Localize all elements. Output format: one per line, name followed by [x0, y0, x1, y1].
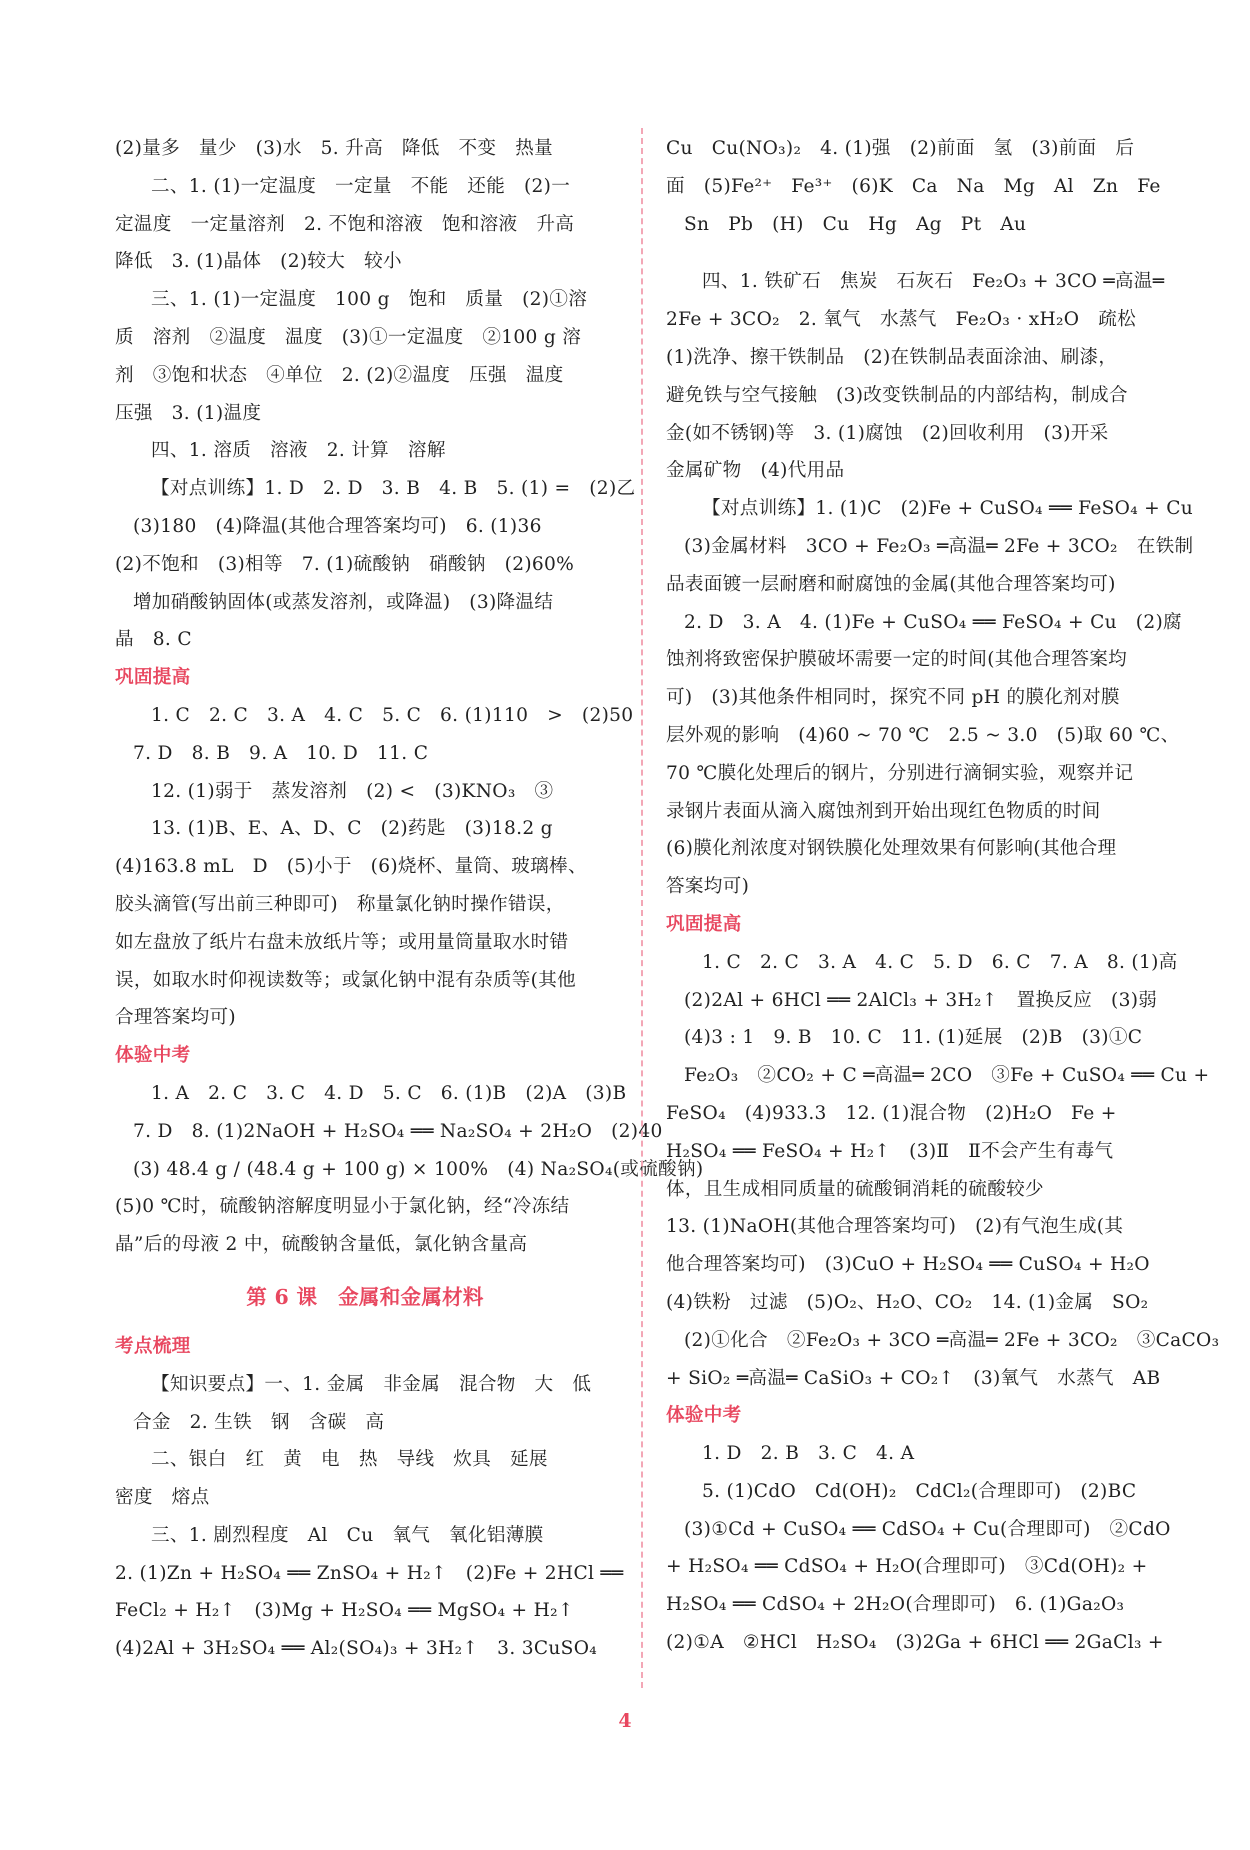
answer-line: (6)膜化剂浓度对钢铁膜化处理效果有何影响(其他合理	[666, 838, 1117, 860]
answer-line: 金(如不锈钢)等 3. (1)腐蚀 (2)回收利用 (3)开采	[666, 422, 1109, 444]
answer-line: FeSO₄ (4)933.3 12. (1)混合物 (2)H₂O Fe +	[666, 1102, 1117, 1124]
answer-line: (3)金属材料 3CO + Fe₂O₃ ═高温═ 2Fe + 3CO₂ 在铁制	[684, 535, 1194, 557]
answer-line: 1. C 2. C 3. A 4. C 5. D 6. C 7. A 8. (1)高	[702, 951, 1178, 973]
answer-line: 2. D 3. A 4. (1)Fe + CuSO₄ ══ FeSO₄ + Cu (2)腐	[684, 611, 1182, 633]
answer-line: 12. (1)弱于 蒸发溶剂 (2) < (3)KNO₃ ③	[151, 780, 554, 802]
answer-line: 合金 2. 生铁 钢 含碳 高	[133, 1411, 385, 1433]
answer-line: Sn Pb (H) Cu Hg Ag Pt Au	[684, 213, 1027, 235]
answer-line: 面 (5)Fe²⁺ Fe³⁺ (6)K Ca Na Mg Al Zn Fe	[666, 175, 1161, 197]
answer-line: 1. A 2. C 3. C 4. D 5. C 6. (1)B (2)A (3)B	[151, 1082, 627, 1104]
right-column	[666, 130, 1220, 1662]
answer-line: 质 溶剂 ②温度 温度 (3)①一定温度 ②100 g 溶	[115, 326, 582, 348]
answer-line: (4)163.8 mL D (5)小于 (6)烧杯、量筒、玻璃棒、	[115, 856, 587, 878]
column-divider	[641, 128, 643, 1688]
answer-line: 7. D 8. B 9. A 10. D 11. C	[133, 742, 429, 764]
answer-line: (3)①Cd + CuSO₄ ══ CdSO₄ + Cu(合理即可) ②CdO	[684, 1518, 1171, 1540]
answer-line: 他合理答案均可) (3)CuO + H₂SO₄ ══ CuSO₄ + H₂O	[666, 1254, 1150, 1276]
answer-line: 压强 3. (1)温度	[115, 402, 262, 424]
answer-line: 误，如取水时仰视读数等；或氯化钠中混有杂质等(其他	[115, 969, 577, 991]
answer-line: 金属矿物 (4)代用品	[666, 460, 845, 482]
answer-line: 7. D 8. (1)2NaOH + H₂SO₄ ══ Na₂SO₄ + 2H₂O (2)40	[133, 1120, 663, 1142]
answer-line: (2)量多 量少 (3)水 5. 升高 降低 不变 热量	[115, 138, 554, 159]
answer-line: 降低 3. (1)晶体 (2)较大 较小	[115, 251, 402, 273]
section-heading: 体验中考	[666, 1405, 742, 1427]
answer-line: (3) 48.4 g / (48.4 g + 100 g) × 100% (4) Na₂SO₄(或硫酸钠)	[133, 1158, 704, 1180]
answer-line: 剂 ③饱和状态 ④单位 2. (2)②温度 压强 温度	[115, 364, 564, 386]
answer-line: (5)0 ℃时，硫酸钠溶解度明显小于氯化钠，经“冷冻结	[115, 1196, 570, 1218]
answer-line: 【对点训练】1. (1)C (2)Fe + CuSO₄ ══ FeSO₄ + Cu	[702, 498, 1194, 520]
answer-line: 5. (1)CdO Cd(OH)₂ CdCl₂(合理即可) (2)BC	[702, 1480, 1137, 1502]
lesson-title: 第 6 课 金属和金属材料	[246, 1284, 484, 1309]
answer-line: + H₂SO₄ ══ CdSO₄ + H₂O(合理即可) ③Cd(OH)₂ +	[666, 1556, 1148, 1578]
answer-line: 四、1. 铁矿石 焦炭 石灰石 Fe₂O₃ + 3CO ═高温═	[702, 271, 1165, 293]
answer-line: 密度 熔点	[115, 1487, 210, 1509]
page-number: 4	[618, 1710, 632, 1732]
answer-line: 三、1. 剧烈程度 Al Cu 氧气 氧化铝薄膜	[151, 1524, 544, 1546]
answer-line: Fe₂O₃ ②CO₂ + C ═高温═ 2CO ③Fe + CuSO₄ ══ Cu +	[684, 1065, 1210, 1087]
answer-line: 2. (1)Zn + H₂SO₄ ══ ZnSO₄ + H₂↑ (2)Fe + 2HCl ══	[115, 1562, 624, 1584]
answer-line: 70 ℃膜化处理后的钢片，分别进行滴铜实验，观察并记	[666, 762, 1134, 784]
answer-line: 二、1. (1)一定温度 一定量 不能 还能 (2)一	[151, 175, 571, 197]
answer-line: (2)①化合 ②Fe₂O₃ + 3CO ═高温═ 2Fe + 3CO₂ ③CaCO₃	[684, 1329, 1220, 1351]
answer-line: 合理答案均可)	[115, 1007, 236, 1029]
answer-line: 胶头滴管(写出前三种即可) 称量氯化钠时操作错误，	[115, 893, 565, 915]
answer-line: + SiO₂ ═高温═ CaSiO₃ + CO₂↑ (3)氧气 水蒸气 AB	[666, 1367, 1161, 1389]
answer-line: (2)①A ②HCl H₂SO₄ (3)2Ga + 6HCl ══ 2GaCl₃ +	[666, 1632, 1164, 1654]
answer-line: Cu Cu(NO₃)₂ 4. (1)强 (2)前面 氢 (3)前面 后	[666, 138, 1135, 159]
answer-line: 可) (3)其他条件相同时，探究不同 pH 的膜化剂对膜	[666, 687, 1120, 709]
answer-line: (4)铁粉 过滤 (5)O₂、H₂O、CO₂ 14. (1)金属 SO₂	[666, 1291, 1149, 1313]
answer-line: 答案均可)	[666, 876, 750, 898]
answer-line: (2)不饱和 (3)相等 7. (1)硫酸钠 硝酸钠 (2)60%	[115, 553, 575, 575]
answer-line: (4)3 : 1 9. B 10. C 11. (1)延展 (2)B (3)①C	[684, 1027, 1143, 1049]
answer-line: 如左盘放了纸片右盘未放纸片等；或用量筒量取水时错	[115, 931, 569, 953]
answer-line: 二、银白 红 黄 电 热 导线 炊具 延展	[151, 1449, 548, 1471]
answer-line: 晶”后的母液 2 中，硫酸钠含量低，氯化钠含量高	[115, 1234, 528, 1256]
answer-line: (4)2Al + 3H₂SO₄ ══ Al₂(SO₄)₃ + 3H₂↑ 3. 3CuSO₄	[115, 1638, 598, 1660]
answer-line: H₂SO₄ ══ CdSO₄ + 2H₂O(合理即可) 6. (1)Ga₂O₃	[666, 1594, 1125, 1616]
answer-line: 三、1. (1)一定温度 100 g 饱和 质量 (2)①溶	[151, 289, 588, 311]
answer-line: 晶 8. C	[115, 629, 192, 651]
answer-line: 1. C 2. C 3. A 4. C 5. C 6. (1)110 > (2)50	[151, 704, 634, 726]
answer-line: 层外观的影响 (4)60 ~ 70 ℃ 2.5 ~ 3.0 (5)取 60 ℃、	[666, 724, 1180, 746]
answer-line: 录钢片表面从滴入腐蚀剂到开始出现红色物质的时间	[666, 800, 1101, 822]
answer-line: 13. (1)NaOH(其他合理答案均可) (2)有气泡生成(其	[666, 1216, 1124, 1238]
answer-line: FeCl₂ + H₂↑ (3)Mg + H₂SO₄ ══ MgSO₄ + H₂↑	[115, 1600, 574, 1622]
answer-line: (2)2Al + 6HCl ══ 2AlCl₃ + 3H₂↑ 置换反应 (3)弱	[684, 989, 1158, 1011]
section-heading: 考点梳理	[115, 1335, 191, 1357]
answer-line: (3)180 (4)降温(其他合理答案均可) 6. (1)36	[133, 515, 542, 537]
answer-line: 【知识要点】一、1. 金属 非金属 混合物 大 低	[151, 1373, 592, 1395]
answer-line: 四、1. 溶质 溶液 2. 计算 溶解	[151, 440, 446, 462]
answer-line: (1)洗净、擦干铁制品 (2)在铁制品表面涂油、刷漆，	[666, 346, 1118, 368]
answer-line: 1. D 2. B 3. C 4. A	[702, 1443, 915, 1465]
answer-line: H₂SO₄ ══ FeSO₄ + H₂↑ (3)Ⅱ Ⅱ不会产生有毒气	[666, 1140, 1114, 1162]
answer-line: 避免铁与空气接触 (3)改变铁制品的内部结构，制成合	[666, 384, 1128, 406]
answer-line: 【对点训练】1. D 2. D 3. B 4. B 5. (1) = (2)乙	[151, 478, 636, 500]
answer-line: 2Fe + 3CO₂ 2. 氧气 水蒸气 Fe₂O₃ · xH₂O 疏松	[666, 309, 1137, 331]
section-heading: 巩固提高	[115, 667, 191, 689]
answer-line: 品表面镀一层耐磨和耐腐蚀的金属(其他合理答案均可)	[666, 573, 1116, 595]
answer-line: 13. (1)B、E、A、D、C (2)药匙 (3)18.2 g	[151, 818, 553, 840]
left-column	[115, 130, 704, 1668]
section-heading: 巩固提高	[666, 913, 742, 935]
answer-line: 增加硝酸钠固体(或蒸发溶剂，或降温) (3)降温结	[133, 591, 554, 613]
section-heading: 体验中考	[115, 1045, 191, 1067]
answer-line: 定温度 一定量溶剂 2. 不饱和溶液 饱和溶液 升高	[115, 213, 575, 235]
answer-line: 蚀剂将致密保护膜破坏需要一定的时间(其他合理答案均	[666, 649, 1128, 671]
answer-line: 体，且生成相同质量的硫酸铜消耗的硫酸较少	[666, 1178, 1044, 1200]
